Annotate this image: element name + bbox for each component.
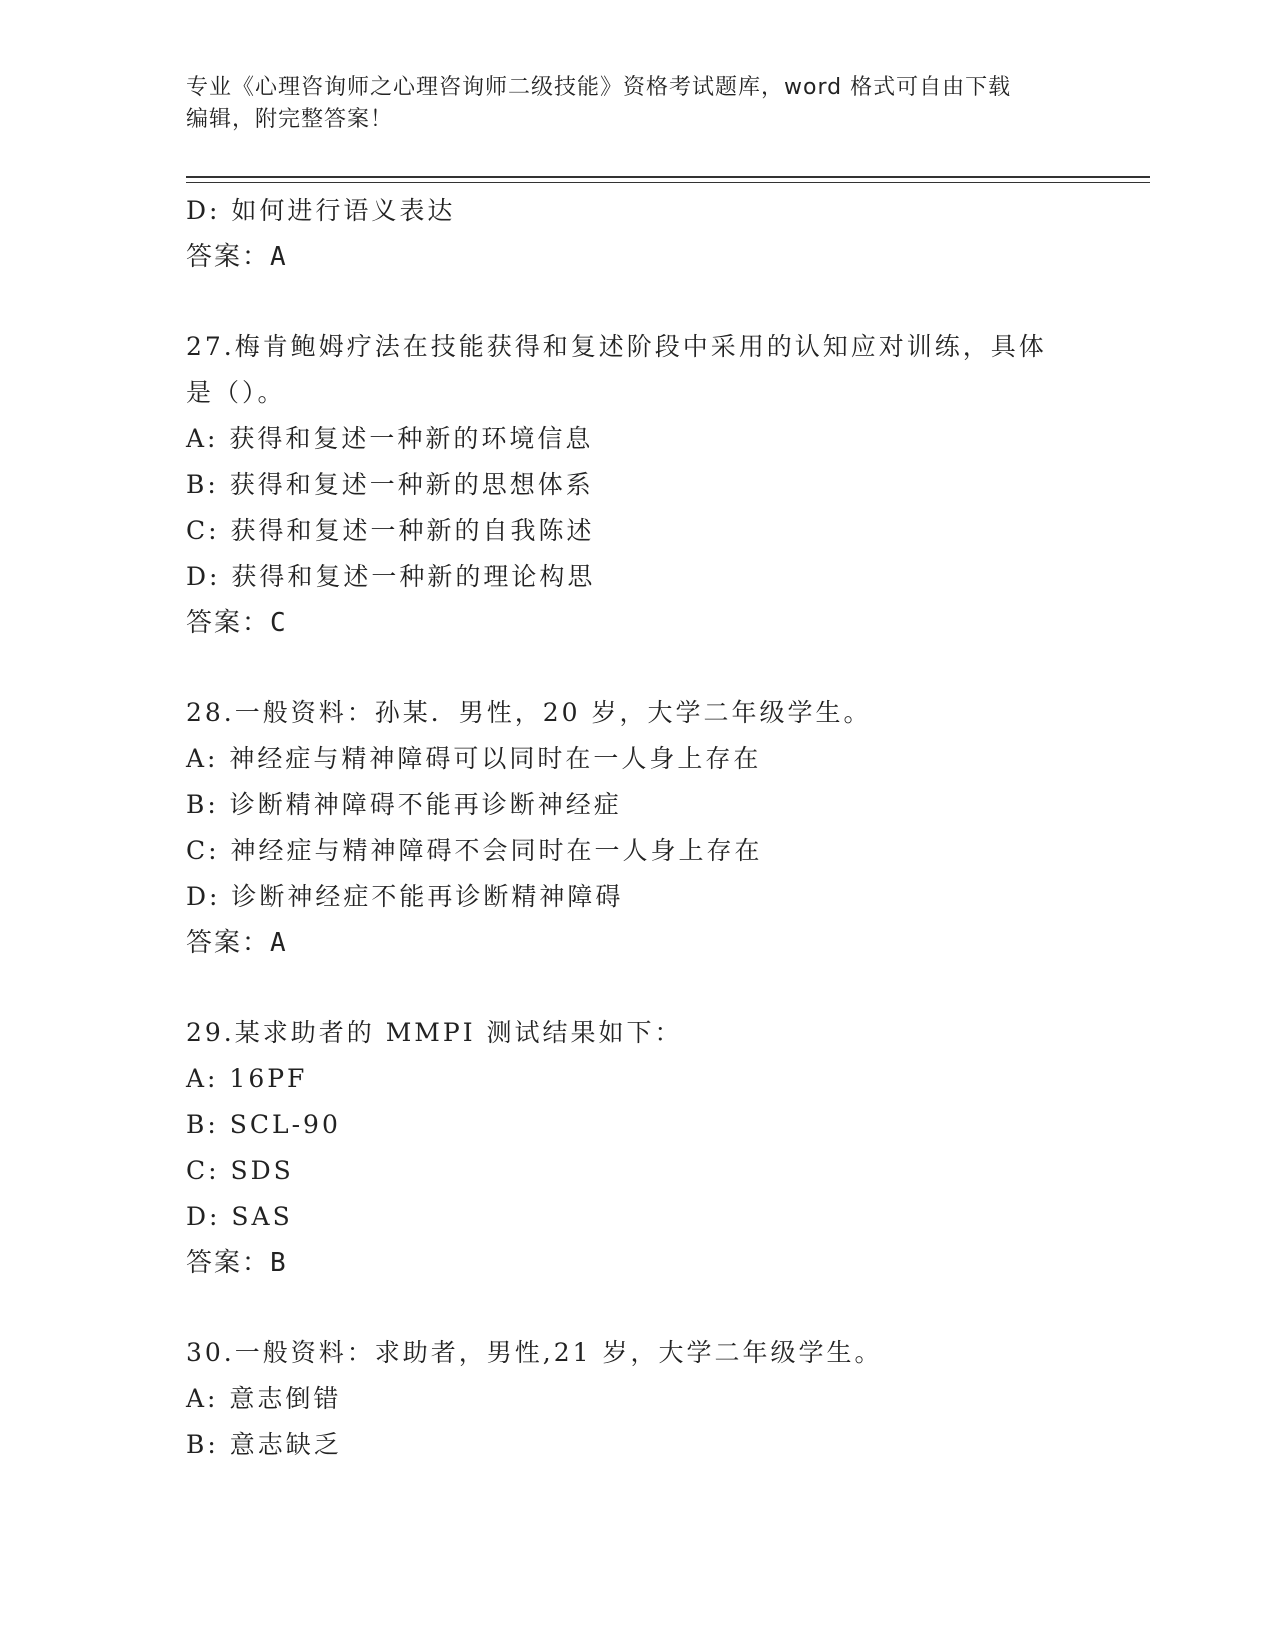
option-a: A: 神经症与精神障碍可以同时在一人身上存在 (186, 744, 762, 773)
answer-value: A (270, 928, 288, 958)
option-c: C: 获得和复述一种新的自我陈述 (186, 516, 595, 545)
option-a: A: 16PF (186, 1064, 308, 1093)
option-b: B: 意志缺乏 (186, 1430, 342, 1459)
question-stem: 28.一般资料：孙某．男性，20 岁，大学二年级学生。 (186, 698, 872, 727)
document-header (186, 72, 1086, 136)
header-line-1: 专业《心理咨询师之心理咨询师二级技能》资格考试题库，word 格式可自由下载 (186, 75, 1012, 100)
question-stem: 27.梅肯鲍姆疗法在技能获得和复述阶段中采用的认知应对训练，具体 (186, 332, 1047, 361)
question-28 (186, 690, 1106, 966)
option-d: D: 获得和复述一种新的理论构思 (186, 562, 596, 591)
option-b: B: SCL-90 (186, 1110, 341, 1139)
option-c: C: 神经症与精神障碍不会同时在一人身上存在 (186, 836, 763, 865)
question-30 (186, 1330, 1106, 1468)
answer-value: A (270, 242, 288, 272)
answer-line (186, 920, 1106, 966)
option-a: A: 获得和复述一种新的环境信息 (186, 424, 594, 453)
answer-label: 答案： (186, 242, 271, 272)
option-d: D: 如何进行语义表达 (186, 196, 456, 225)
answer-label: 答案： (186, 928, 271, 958)
option-b: B: 获得和复述一种新的思想体系 (186, 470, 594, 499)
question-26-fragment (186, 188, 1106, 280)
option-d: D: 诊断神经症不能再诊断精神障碍 (186, 882, 624, 911)
question-29 (186, 1010, 1106, 1286)
header-line-2: 编辑，附完整答案！ (186, 107, 394, 132)
answer-line (186, 1240, 1106, 1286)
question-stem: 30.一般资料：求助者，男性,21 岁，大学二年级学生。 (186, 1338, 883, 1367)
answer-line (186, 234, 1106, 280)
answer-label: 答案： (186, 608, 271, 638)
question-list (186, 188, 1106, 1468)
answer-label: 答案： (186, 1248, 271, 1278)
answer-value: B (270, 1248, 288, 1278)
option-b: B: 诊断精神障碍不能再诊断神经症 (186, 790, 622, 819)
option-c: C: SDS (186, 1156, 294, 1185)
header-divider (186, 176, 1150, 183)
answer-value: C (270, 608, 288, 638)
option-a: A: 意志倒错 (186, 1384, 342, 1413)
question-stem-continued: 是（）。 (186, 378, 286, 407)
option-d: D: SAS (186, 1202, 293, 1231)
answer-line (186, 600, 1106, 646)
question-27 (186, 324, 1106, 646)
question-stem: 29.某求助者的 MMPI 测试结果如下： (186, 1018, 683, 1047)
